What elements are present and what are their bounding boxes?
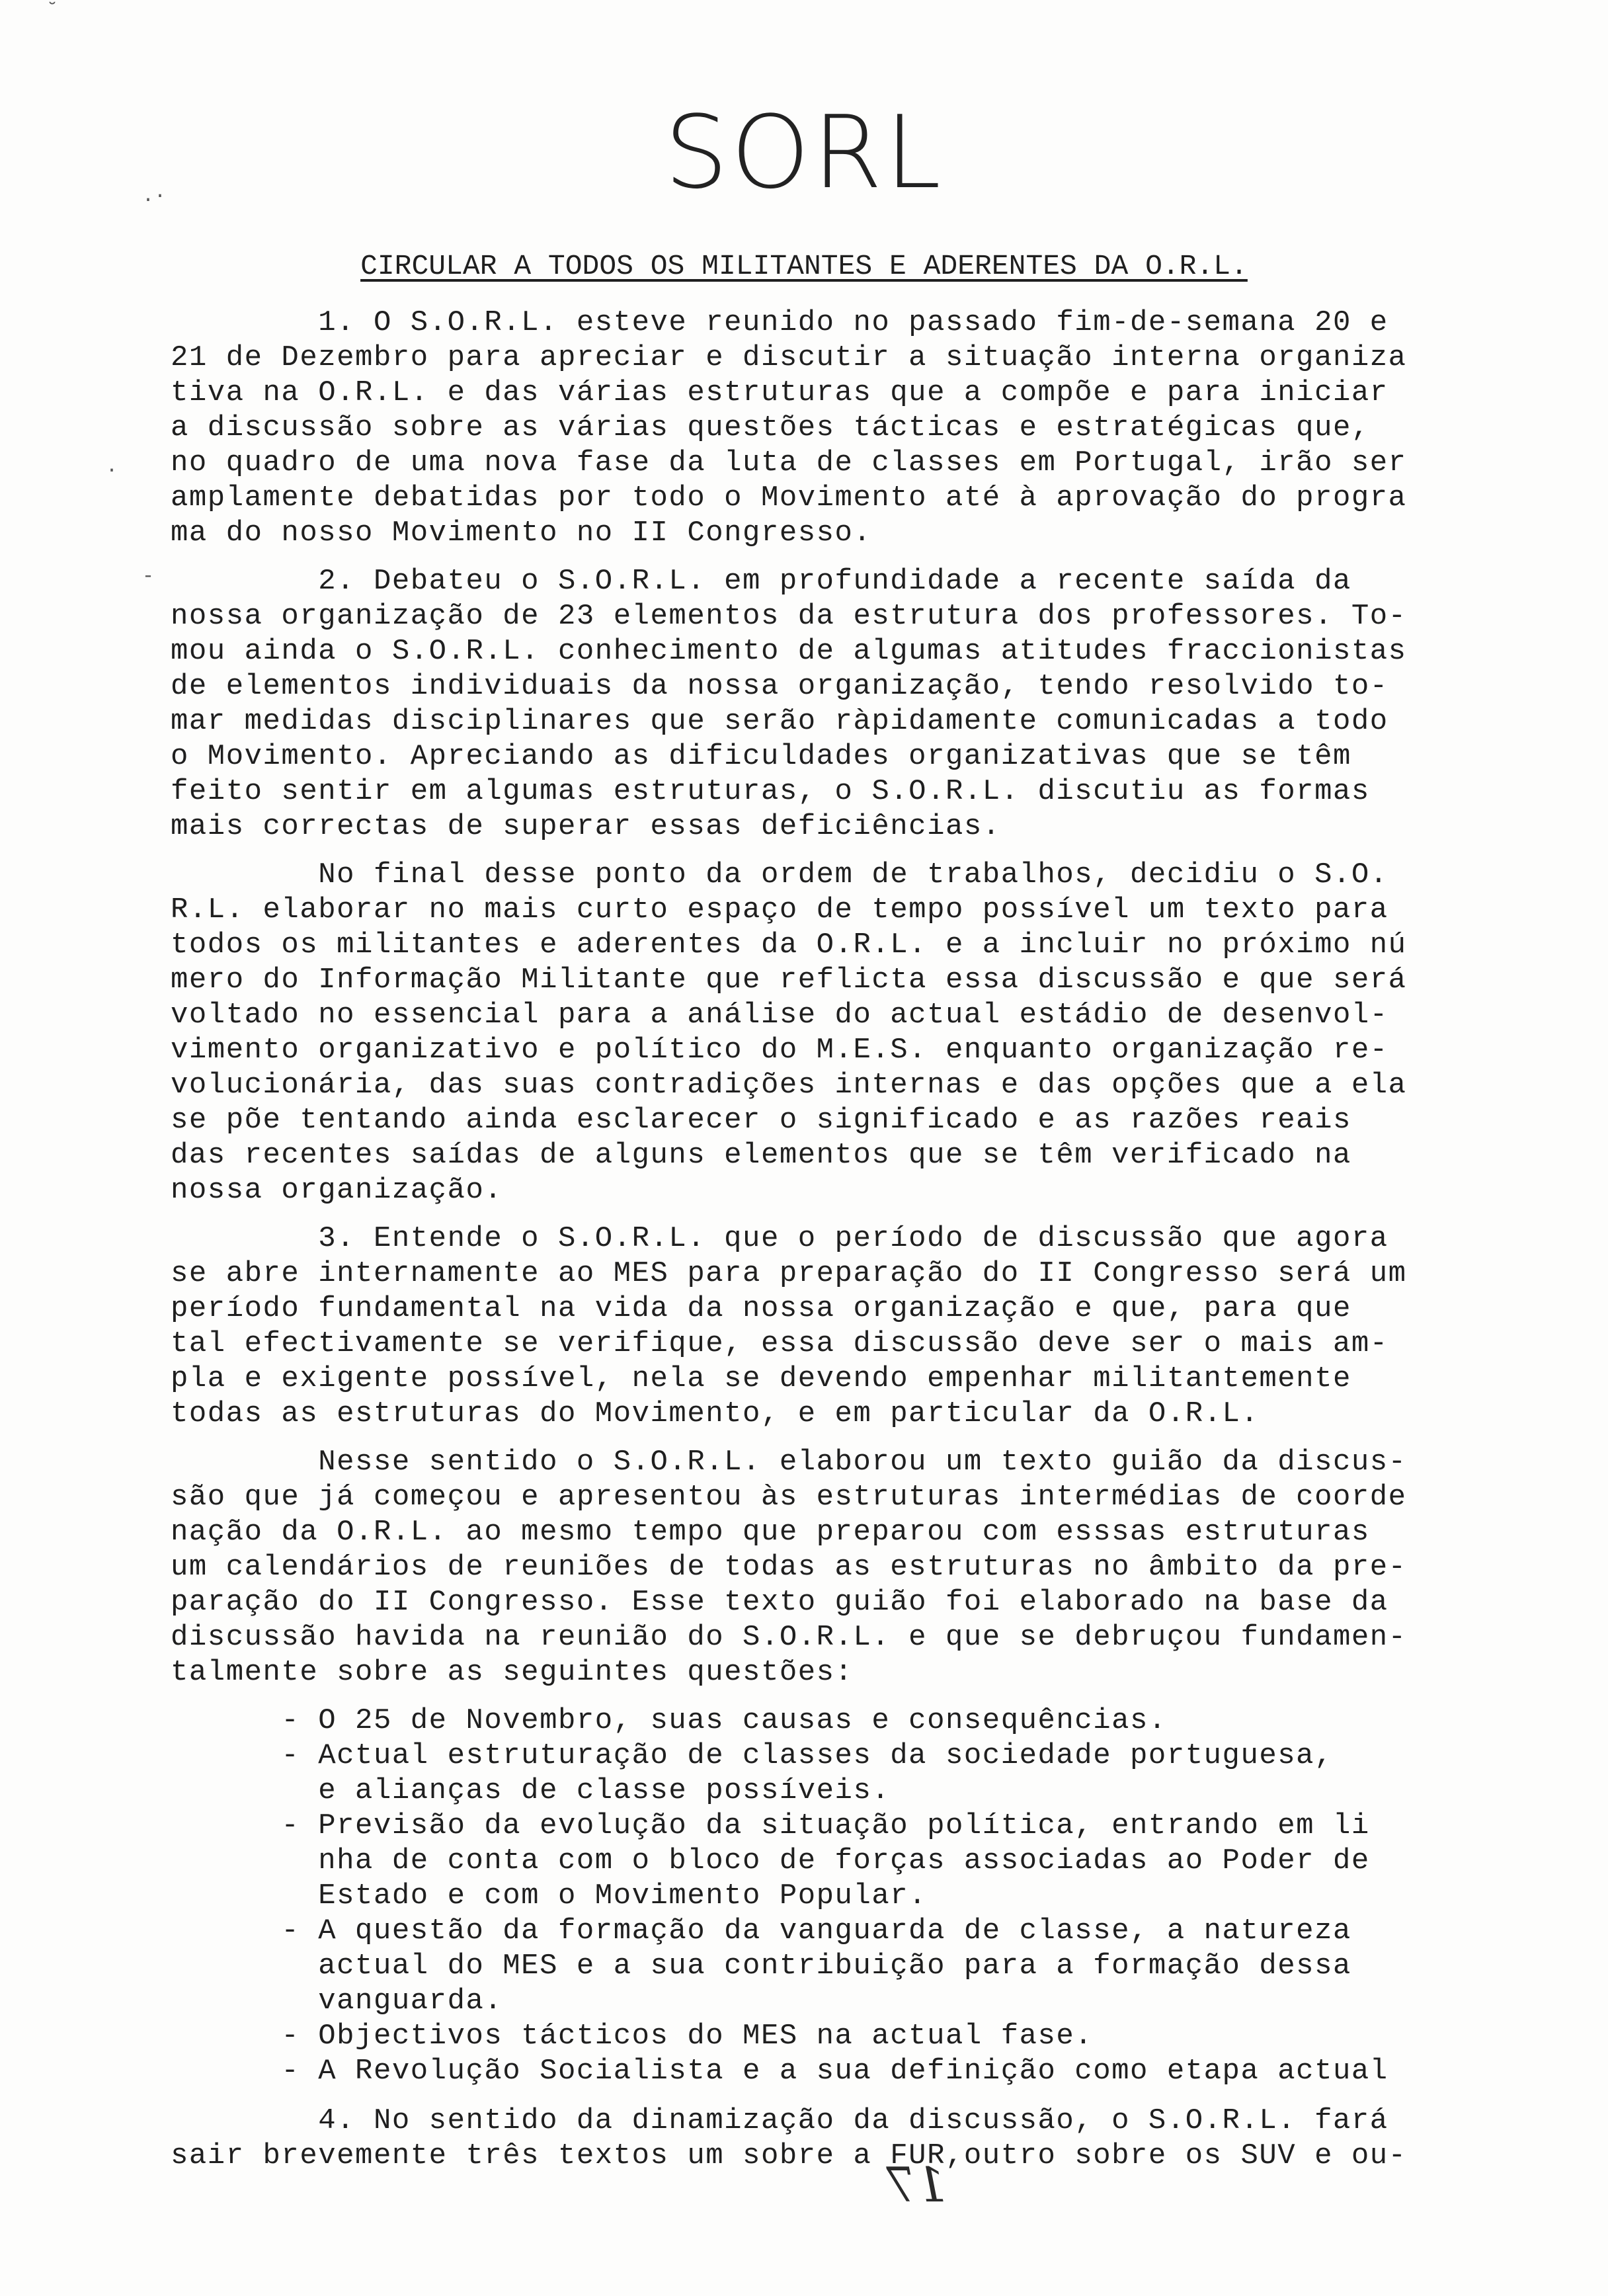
text-line: nossa organização de 23 elementos da estrutura dos professores. To- [171, 600, 1407, 633]
scan-speck: · [106, 460, 118, 482]
list-item: - A questão da formação da vanguarda de classe, a natureza [171, 1914, 1351, 1948]
text-line: voltado no essencial para a análise do actual estádio de desenvol- [171, 999, 1388, 1032]
text-line: sair brevemente três textos um sobre a FUR,outro sobre os SUV e ou- [171, 2139, 1407, 2172]
section-2 [171, 564, 1526, 844]
scan-speck: - [142, 565, 155, 588]
text-line: feito sentir em algumas estruturas, o S.O.R.L. discutiu as formas [171, 775, 1370, 808]
text-line: paração do II Congresso. Esse texto guião foi elaborado na base da [171, 1586, 1388, 1619]
list-item: - O 25 de Novembro, suas causas e consequências. [171, 1704, 1167, 1737]
list-item: - Previsão da evolução da situação política, entrando em li [171, 1809, 1370, 1842]
text-line: 21 de Dezembro para apreciar e discutir a situação interna organiza [171, 341, 1407, 374]
text-line: R.L. elaborar no mais curto espaço de tempo possível um texto para [171, 893, 1388, 926]
text-line: o Movimento. Apreciando as dificuldades organizativas que se têm [171, 740, 1351, 773]
page-number: 17 [886, 2157, 947, 2213]
circular-title: CIRCULAR A TODOS OS MILITANTES E ADERENTES DA O.R.L. [360, 250, 1248, 282]
questions-list [171, 1703, 1526, 2089]
list-item: actual do MES e a sua contribuição para a formação dessa [171, 1949, 1351, 1983]
text-line: mar medidas disciplinares que serão ràpidamente comunicadas a todo [171, 705, 1388, 738]
section-3b [171, 1445, 1526, 1690]
text-line: 1. O S.O.R.L. esteve reunido no passado fim-de-semana 20 e [171, 306, 1388, 339]
section-4 [171, 2104, 1526, 2174]
text-line: todos os militantes e aderentes da O.R.L. e a incluir no próximo nú [171, 928, 1407, 962]
section-2b [171, 858, 1526, 1208]
text-line: tiva na O.R.L. e das várias estruturas que a compõe e para iniciar [171, 376, 1388, 409]
text-line: de elementos individuais da nossa organização, tendo resolvido to- [171, 670, 1388, 703]
list-item: nha de conta com o bloco de forças associadas ao Poder de [171, 1844, 1370, 1877]
text-line: tal efectivamente se verifique, essa discussão deve ser o mais am- [171, 1327, 1388, 1360]
text-line: vimento organizativo e político do M.E.S. enquanto organização re- [171, 1034, 1388, 1067]
section-3 [171, 1221, 1526, 1432]
list-item: vanguarda. [171, 1985, 503, 2018]
text-line: ma do nosso Movimento no II Congresso. [171, 516, 872, 550]
list-item: Estado e com o Movimento Popular. [171, 1879, 928, 1912]
text-line: um calendários de reuniões de todas as estruturas no âmbito da pre- [171, 1551, 1407, 1584]
text-line: discussão havida na reunião do S.O.R.L. e que se debruçou fundamen- [171, 1621, 1407, 1654]
text-line: mou ainda o S.O.R.L. conhecimento de algumas atitudes fraccionistas [171, 635, 1407, 668]
text-line: 4. No sentido da dinamização da discussão, o S.O.R.L. fará [171, 2104, 1388, 2137]
section-1 [171, 306, 1526, 551]
text-line: mais correctas de superar essas deficiências. [171, 810, 1001, 843]
text-line: Nesse sentido o S.O.R.L. elaborou um texto guião da discus- [171, 1446, 1407, 1479]
text-line: nossa organização. [171, 1174, 503, 1207]
text-line: nação da O.R.L. ao mesmo tempo que preparou com esssas estruturas [171, 1516, 1370, 1549]
text-line: todas as estruturas do Movimento, e em particular da O.R.L. [171, 1397, 1260, 1430]
text-line: volucionária, das suas contradições internas e das opções que a ela [171, 1069, 1407, 1102]
scan-speck: ˘ [46, 0, 59, 22]
list-item: - Actual estruturação de classes da sociedade portuguesa, [171, 1739, 1333, 1772]
header-title: SORL [664, 94, 944, 211]
text-line: talmente sobre as seguintes questões: [171, 1656, 854, 1689]
list-item: e alianças de classe possíveis. [171, 1774, 891, 1807]
text-line: período fundamental na vida da nossa organização e que, para que [171, 1292, 1351, 1325]
text-line: das recentes saídas de alguns elementos que se têm verificado na [171, 1139, 1351, 1172]
text-line: mero do Informação Militante que reflicta essa discussão e que será [171, 964, 1407, 997]
text-line: amplamente debatidas por todo o Movimento até à aprovação do progra [171, 481, 1407, 514]
text-line: são que já começou e apresentou às estruturas intermédias de coorde [171, 1481, 1407, 1514]
text-line: se põe tentando ainda esclarecer o significado e as razões reais [171, 1104, 1351, 1137]
text-line: 3. Entende o S.O.R.L. que o período de discussão que agora [171, 1222, 1388, 1255]
scan-speck: .· [142, 185, 167, 208]
body-text [171, 306, 1526, 2187]
list-item: - Objectivos tácticos do MES na actual fase. [171, 2020, 1094, 2053]
text-line: 2. Debateu o S.O.R.L. em profundidade a recente saída da [171, 565, 1351, 598]
text-line: no quadro de uma nova fase da luta de classes em Portugal, irão ser [171, 446, 1407, 479]
text-line: a discussão sobre as várias questões tácticas e estratégicas que, [171, 411, 1370, 444]
text-line: No final desse ponto da ordem de trabalhos, decidiu o S.O. [171, 858, 1388, 891]
text-line: se abre internamente ao MES para preparação do II Congresso será um [171, 1257, 1407, 1290]
list-item: - A Revolução Socialista e a sua definição como etapa actual [171, 2055, 1388, 2088]
text-line: pla e exigente possível, nela se devendo empenhar militantemente [171, 1362, 1351, 1395]
